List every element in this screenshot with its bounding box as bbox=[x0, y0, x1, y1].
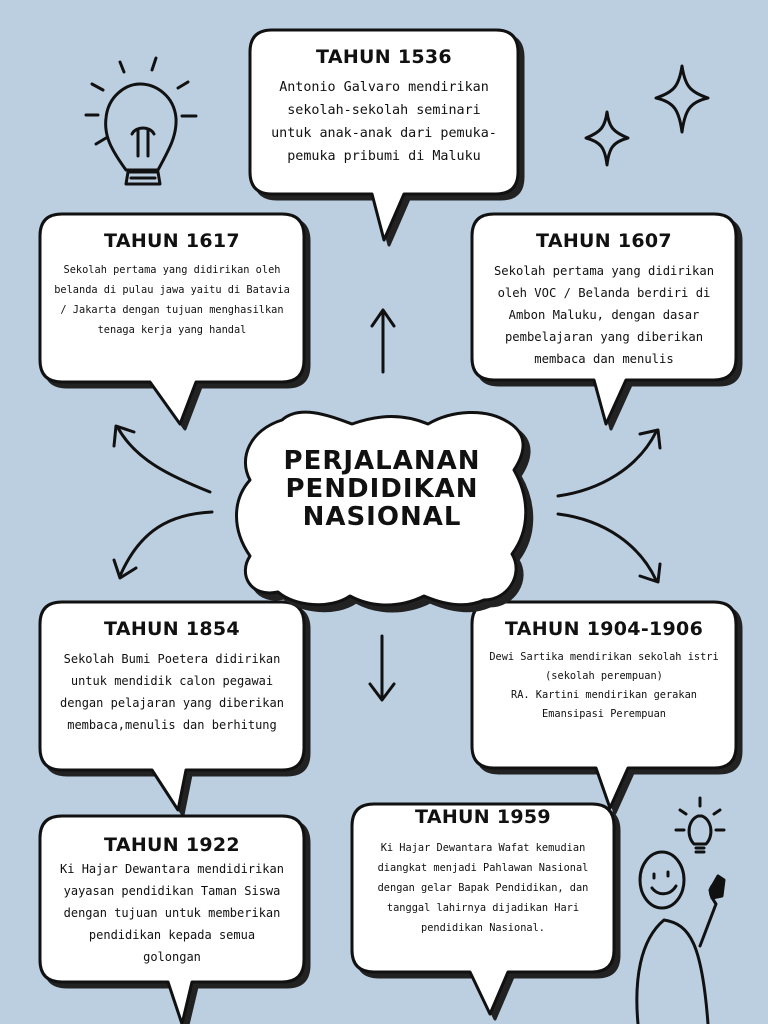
bubble-body bbox=[256, 76, 512, 168]
body-line: Ki Hajar Dewantara Wafat kemudian bbox=[380, 842, 586, 854]
bubble-1607 bbox=[478, 230, 730, 370]
body-line: Ki Hajar Dewantara mendidirikan bbox=[60, 862, 284, 876]
body-line: Dewi Sartika mendirikan sekolah istri bbox=[489, 651, 719, 663]
lightbulb-icon bbox=[86, 58, 196, 184]
center-title-line: PERJALANAN bbox=[283, 446, 481, 476]
body-line: Sekolah pertama yang didirikan oleh bbox=[63, 264, 281, 276]
body-line: yayasan pendidikan Taman Siswa bbox=[63, 884, 281, 898]
bubble-title: TAHUN 1536 bbox=[316, 46, 452, 68]
body-line: belanda di pulau jawa yaitu di Batavia bbox=[54, 284, 290, 296]
body-line: Sekolah pertama yang didirikan bbox=[493, 264, 715, 278]
bubble-1904 bbox=[478, 618, 730, 724]
body-line: membaca,menulis dan berhitung bbox=[67, 718, 277, 732]
bubble-title: TAHUN 1959 bbox=[415, 806, 551, 828]
body-line: pendidikan Nasional. bbox=[421, 922, 545, 934]
bubble-title: TAHUN 1617 bbox=[104, 230, 240, 252]
body-line: Sekolah Bumi Poetera didirikan bbox=[63, 652, 281, 666]
bubble-body bbox=[46, 260, 298, 340]
body-line: pembelajaran yang diberikan bbox=[504, 330, 704, 344]
bubble-title: TAHUN 1922 bbox=[104, 834, 240, 856]
body-line: tanggal lahirnya dijadikan Hari bbox=[386, 902, 580, 914]
body-line: pendidikan kepada semua bbox=[88, 928, 256, 942]
bubble-1617 bbox=[46, 230, 298, 340]
bubble-1922 bbox=[46, 834, 298, 968]
body-line: RA. Kartini mendirikan gerakan bbox=[511, 689, 697, 701]
bubble-body bbox=[46, 648, 298, 736]
bubble-body bbox=[46, 858, 298, 968]
arrow-lower-left-icon bbox=[114, 512, 212, 578]
bubble-1959 bbox=[352, 806, 614, 938]
body-line: Emansipasi Perempuan bbox=[542, 708, 666, 720]
center-title bbox=[262, 447, 502, 531]
bubble-1854 bbox=[46, 618, 298, 736]
bubble-body bbox=[478, 260, 730, 370]
bubble-title: TAHUN 1904-1906 bbox=[504, 618, 704, 640]
center-title-line: PENDIDIKAN bbox=[285, 474, 479, 504]
sparkle-icon bbox=[586, 112, 628, 165]
body-line: untuk anak-anak dari pemuka- bbox=[271, 126, 497, 141]
center-title-line: NASIONAL bbox=[302, 502, 462, 532]
body-line: sekolah-sekolah seminari bbox=[287, 103, 481, 118]
sparkle-icon bbox=[656, 66, 708, 132]
body-line: untuk mendidik calon pegawai bbox=[70, 674, 274, 688]
arrow-down-icon bbox=[370, 636, 394, 700]
bubble-body bbox=[352, 838, 614, 938]
body-line: dengan gelar Bapak Pendidikan, dan bbox=[377, 882, 589, 894]
arrow-upper-left-icon bbox=[114, 426, 210, 492]
body-line: oleh VOC / Belanda berdiri di bbox=[497, 286, 711, 300]
body-line: dengan pelajaran yang diberikan bbox=[60, 696, 284, 710]
body-line: pemuka pribumi di Maluku bbox=[287, 149, 481, 164]
arrow-lower-right-icon bbox=[558, 514, 660, 582]
body-line: membaca dan menulis bbox=[534, 352, 674, 366]
body-line: dengan tujuan untuk memberikan bbox=[63, 906, 281, 920]
arrow-upper-right-icon bbox=[558, 430, 660, 496]
body-line: Antonio Galvaro mendirikan bbox=[279, 80, 489, 95]
body-line: golongan bbox=[143, 950, 201, 964]
body-line: tenaga kerja yang handal bbox=[97, 324, 247, 336]
person-with-idea-icon bbox=[637, 798, 724, 1024]
arrow-up-icon bbox=[372, 310, 394, 372]
body-line: Ambon Maluku, dengan dasar bbox=[508, 308, 700, 322]
bubble-body bbox=[478, 648, 730, 724]
bubble-title: TAHUN 1854 bbox=[104, 618, 240, 640]
bubble-title: TAHUN 1607 bbox=[536, 230, 672, 252]
body-line: (sekolah perempuan) bbox=[545, 670, 663, 682]
body-line: diangkat menjadi Pahlawan Nasional bbox=[377, 862, 589, 874]
bubble-1536 bbox=[256, 46, 512, 168]
body-line: / Jakarta dengan tujuan menghasilkan bbox=[60, 304, 284, 316]
